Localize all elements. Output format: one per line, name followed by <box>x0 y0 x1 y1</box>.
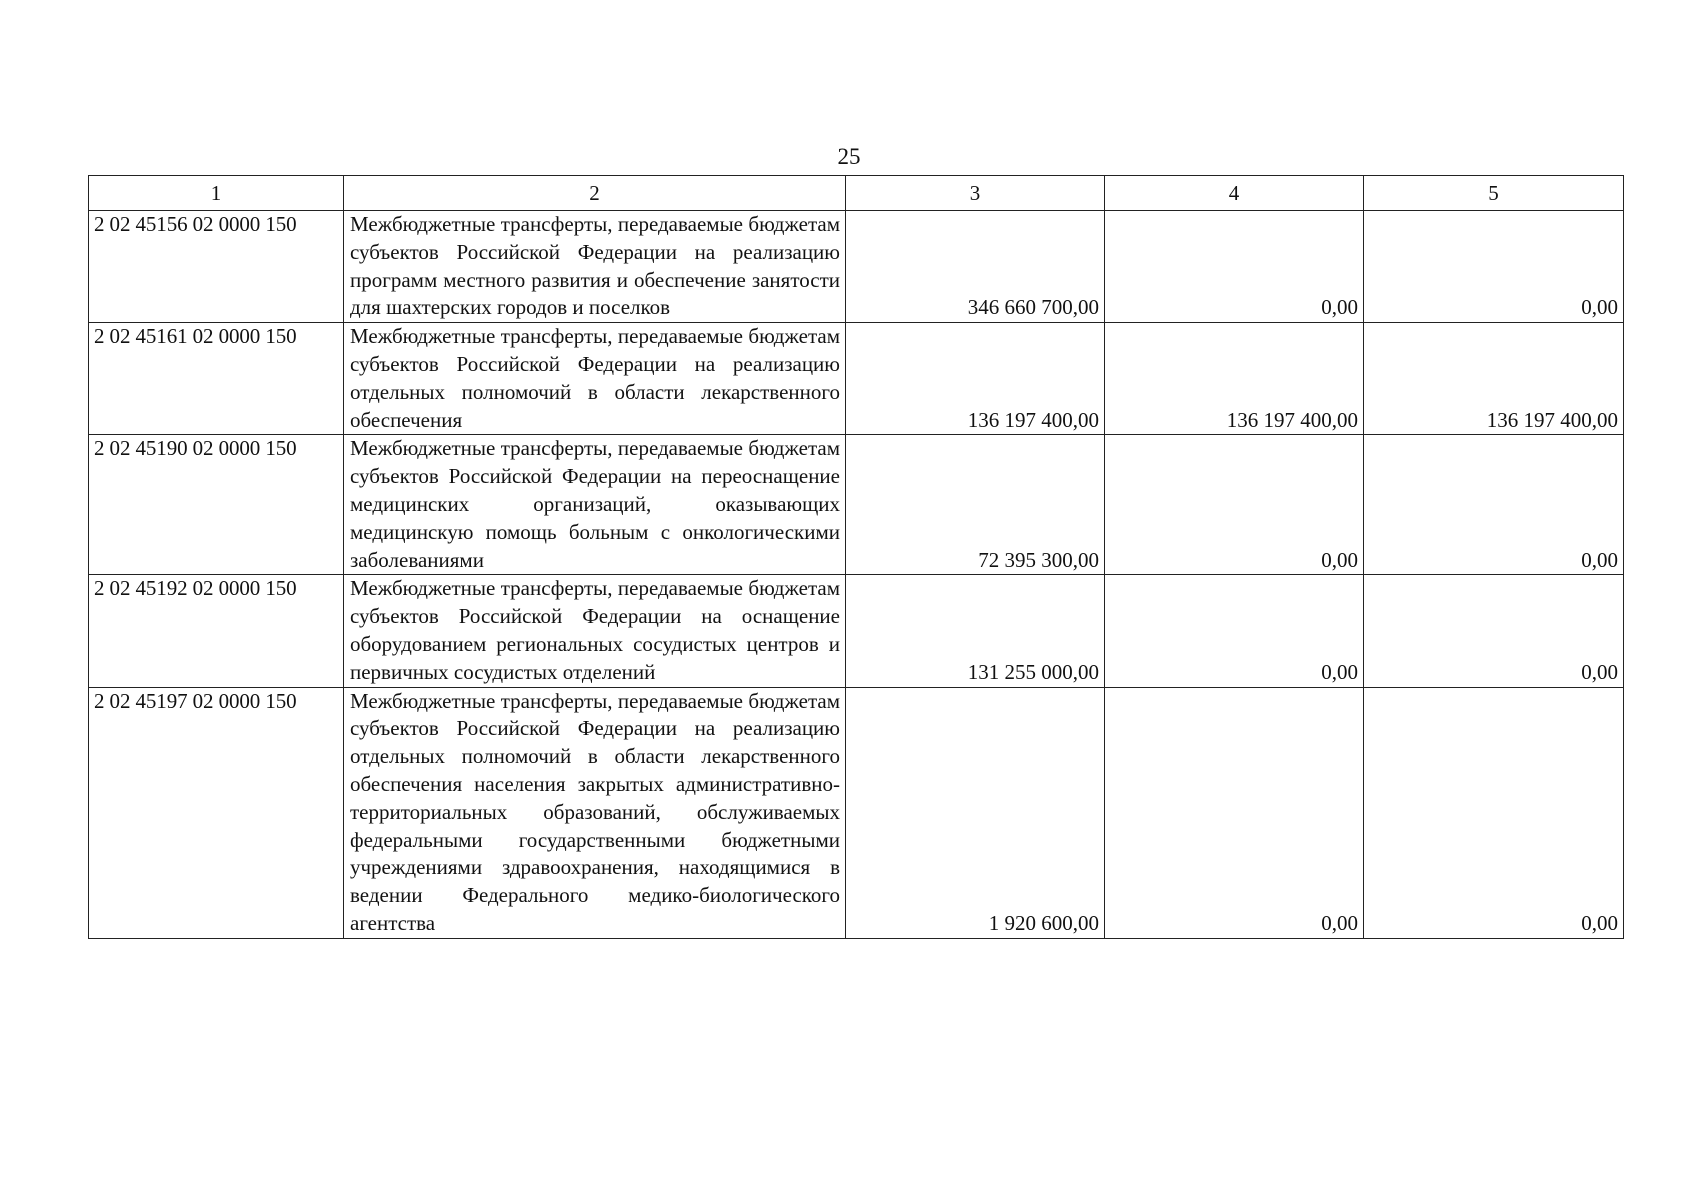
table-header-row <box>89 176 1624 211</box>
description-cell: Межбюджетные трансферты, передаваемые бюджетам субъектов Российской Федерации на оснащение оборудованием региональных сосудистых центров и первичных сосудистых отделений <box>344 575 846 687</box>
budget-table <box>88 175 1624 939</box>
amount-col4-cell: 0,00 <box>1105 575 1364 687</box>
table-row <box>89 211 1624 323</box>
budget-code-cell: 2 02 45156 02 0000 150 <box>89 211 344 323</box>
amount-col4-cell: 136 197 400,00 <box>1105 323 1364 435</box>
budget-code-cell: 2 02 45192 02 0000 150 <box>89 575 344 687</box>
table-row <box>89 687 1624 938</box>
budget-code-cell: 2 02 45197 02 0000 150 <box>89 687 344 938</box>
amount-col3-cell: 1 920 600,00 <box>846 687 1105 938</box>
description-cell: Межбюджетные трансферты, передаваемые бюджетам субъектов Российской Федерации на переоснащение медицинских организаций, оказывающих медицинскую помощь больным с онкологическими заболеваниями <box>344 435 846 575</box>
column-header: 1 <box>89 176 344 211</box>
budget-code-cell: 2 02 45190 02 0000 150 <box>89 435 344 575</box>
column-header: 5 <box>1364 176 1624 211</box>
column-header: 3 <box>846 176 1105 211</box>
budget-code-cell: 2 02 45161 02 0000 150 <box>89 323 344 435</box>
amount-col4-cell: 0,00 <box>1105 211 1364 323</box>
amount-col5-cell: 0,00 <box>1364 435 1624 575</box>
amount-col5-cell: 136 197 400,00 <box>1364 323 1624 435</box>
amount-col5-cell: 0,00 <box>1364 575 1624 687</box>
amount-col3-cell: 72 395 300,00 <box>846 435 1105 575</box>
table-row <box>89 575 1624 687</box>
amount-col5-cell: 0,00 <box>1364 687 1624 938</box>
column-header: 4 <box>1105 176 1364 211</box>
amount-col3-cell: 346 660 700,00 <box>846 211 1105 323</box>
description-cell: Межбюджетные трансферты, передаваемые бюджетам субъектов Российской Федерации на реализацию программ местного развития и обеспечение занятости для шахтерских городов и поселков <box>344 211 846 323</box>
amount-col3-cell: 136 197 400,00 <box>846 323 1105 435</box>
table-row <box>89 435 1624 575</box>
amount-col4-cell: 0,00 <box>1105 687 1364 938</box>
table-row <box>89 323 1624 435</box>
description-cell: Межбюджетные трансферты, передаваемые бюджетам субъектов Российской Федерации на реализацию отдельных полномочий в области лекарственного обеспечения <box>344 323 846 435</box>
description-cell: Межбюджетные трансферты, передаваемые бюджетам субъектов Российской Федерации на реализацию отдельных полномочий в области лекарственного обеспечения населения закрытых административно-территориальных образований, обслуживаемых федеральными государственными бюджетными учреждениями здравоохранения, находящимися в ведении Федерального медико-биологического агентства <box>344 687 846 938</box>
column-header: 2 <box>344 176 846 211</box>
page-number: 25 <box>837 144 861 169</box>
amount-col3-cell: 131 255 000,00 <box>846 575 1105 687</box>
amount-col4-cell: 0,00 <box>1105 435 1364 575</box>
amount-col5-cell: 0,00 <box>1364 211 1624 323</box>
